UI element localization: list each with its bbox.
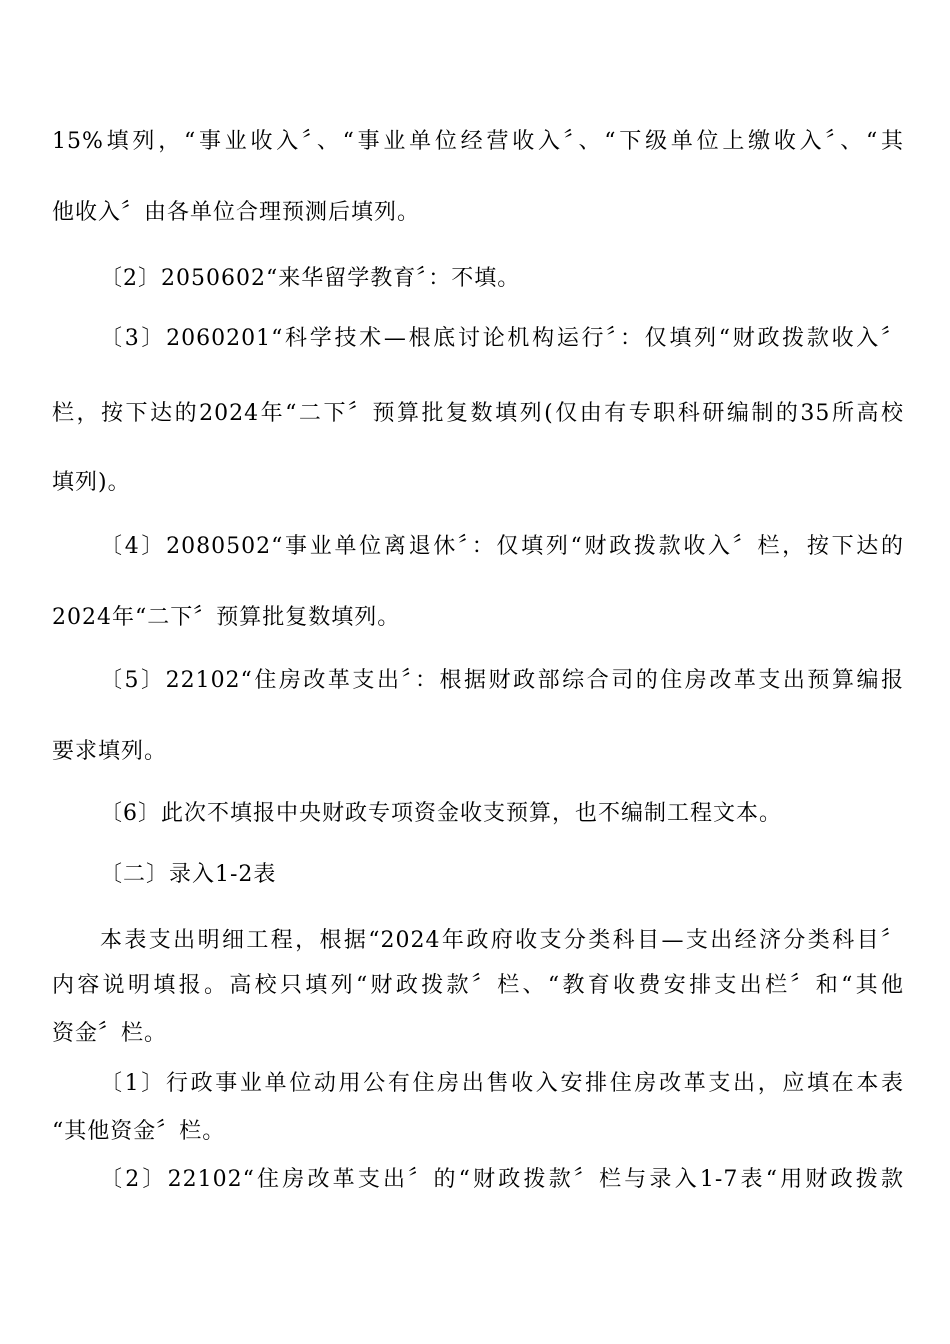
text-line-4: 〔3〕2060201“科学技术—根底讨论机构运行〞：仅填列“财政拨款收入〞	[100, 326, 904, 351]
text-line-10: 要求填列。	[52, 739, 168, 764]
text-line-13: 本表支出明细工程，根据“2024年政府收支分类科目—支出经济分类科目〞	[100, 928, 904, 953]
text-line-14: 内容说明填报。高校只填列“财政拨款〞栏、“教育收费安排支出栏〞和“其他	[52, 973, 904, 998]
text-line-6: 填列)。	[52, 470, 131, 495]
section-heading: 〔二〕录入1-2表	[100, 862, 277, 887]
text-line-8: 2024年“二下〞预算批复数填列。	[52, 605, 401, 630]
text-line-9: 〔5〕22102“住房改革支出〞：根据财政部综合司的住房改革支出预算编报	[100, 668, 904, 693]
text-line-5: 栏，按下达的2024年“二下〞预算批复数填列(仅由有专职科研编制的35所高校	[52, 401, 904, 426]
text-line-7: 〔4〕2080502“事业单位离退休〞：仅填列“财政拨款收入〞栏，按下达的	[100, 534, 904, 559]
text-line-17: “其他资金〞栏。	[52, 1119, 226, 1144]
text-line-2: 他收入〞由各单位合理预测后填列。	[52, 200, 421, 225]
text-line-1: 15%填列，“事业收入〞、“事业单位经营收入〞、“下级单位上缴收入〞、“其	[52, 129, 904, 154]
text-line-18: 〔2〕22102“住房改革支出〞的“财政拨款〞栏与录入1-7表“用财政拨款	[100, 1167, 904, 1192]
text-line-3: 〔2〕2050602“来华留学教育〞：不填。	[100, 266, 521, 291]
text-line-16: 〔1〕行政事业单位动用公有住房出售收入安排住房改革支出，应填在本表	[100, 1071, 904, 1096]
text-line-15: 资金〞栏。	[52, 1021, 168, 1046]
text-line-11: 〔6〕此次不填报中央财政专项资金收支预算，也不编制工程文本。	[100, 801, 782, 826]
